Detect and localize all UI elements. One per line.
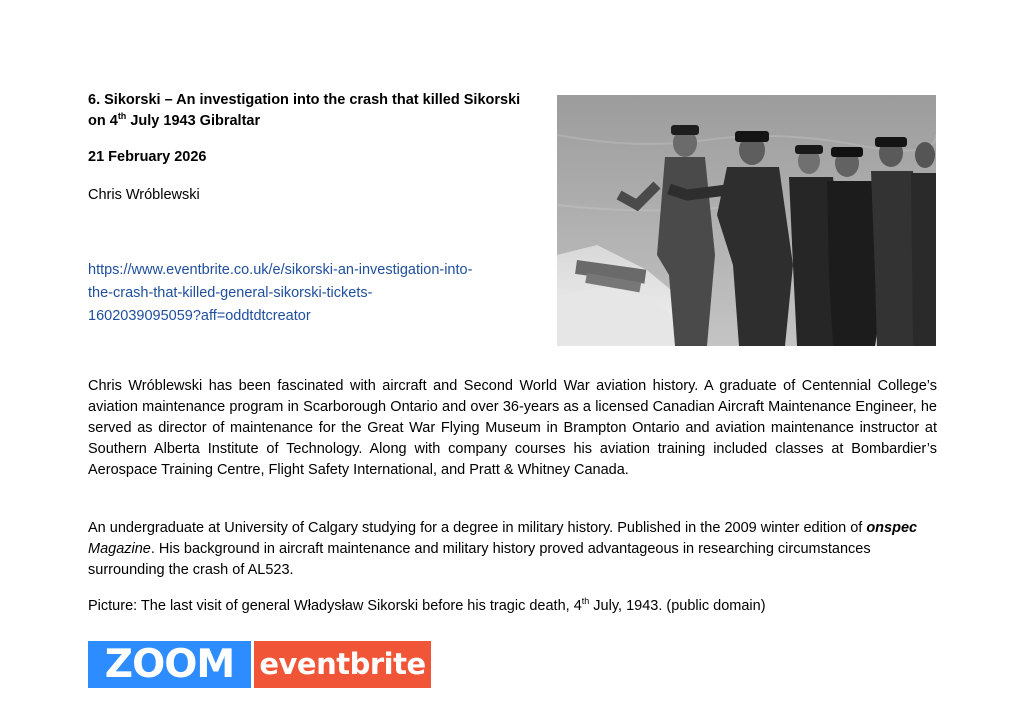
speaker-publication xyxy=(88,518,937,581)
event-title-line2-post: July 1943 Gibraltar xyxy=(126,113,261,129)
caption-pre: Picture: The last visit of general Władysław Sikorski before his tragic death, 4 xyxy=(88,598,582,614)
event-date: 21 February 2026 xyxy=(88,149,207,165)
eventbrite-link-line2[interactable]: the-crash-that-killed-general-sikorski-tickets- xyxy=(88,285,373,301)
eventbrite-link-line1[interactable]: https://www.eventbrite.co.uk/e/sikorski-an-investigation-into- xyxy=(88,262,473,278)
event-title-ordinal: th xyxy=(117,111,127,122)
eventbrite-link-line3[interactable]: 1602039095059?aff=oddtdtcreator xyxy=(88,308,311,324)
event-title-line1: 6. Sikorski – An investigation into the crash that killed Sikorski xyxy=(88,92,521,108)
publication-text-pre: An undergraduate at University of Calgary studying for a degree in military history. Published in the 2009 winter edition of xyxy=(88,520,867,536)
zoom-logo-text: ZOOM xyxy=(104,642,235,687)
event-title xyxy=(88,90,548,132)
officers-photo-image xyxy=(557,95,936,346)
caption-post: July, 1943. (public domain) xyxy=(589,598,766,614)
publication-text-post: . His background in aircraft maintenance and military history proved advantageous in researching circumstances surrounding the crash of AL523. xyxy=(88,541,871,578)
speaker-name: Chris Wróblewski xyxy=(88,187,200,203)
magazine-name-bold: onspec xyxy=(866,520,918,536)
eventbrite-logo-text: eventbrite xyxy=(259,647,426,681)
eventbrite-link[interactable] xyxy=(88,259,548,328)
magazine-name-rest: Magazine xyxy=(88,541,151,557)
eventbrite-logo xyxy=(254,641,431,688)
historical-photo xyxy=(557,95,936,346)
zoom-logo xyxy=(88,641,251,688)
event-title-line2-pre: on 4 xyxy=(88,113,118,129)
speaker-bio: Chris Wróblewski has been fascinated with aircraft and Second World War aviation history. A graduate of Centennial College’s aviation maintenance program in Scarborough Ontario and over 36-years as a licensed Canadian Aircraft Maintenance Engineer, he served as director of maintenance for the Great War Flying Museum in Brampton Ontario and aviation maintenance instructor at Southern Alberta Institute of Technology. Along with company courses his aviation training included classes at Bombardier’s Aerospace Training Centre, Flight Safety International, and Pratt & Whitney Canada. xyxy=(88,378,937,478)
photo-caption xyxy=(88,596,937,617)
caption-ordinal: th xyxy=(581,596,590,607)
